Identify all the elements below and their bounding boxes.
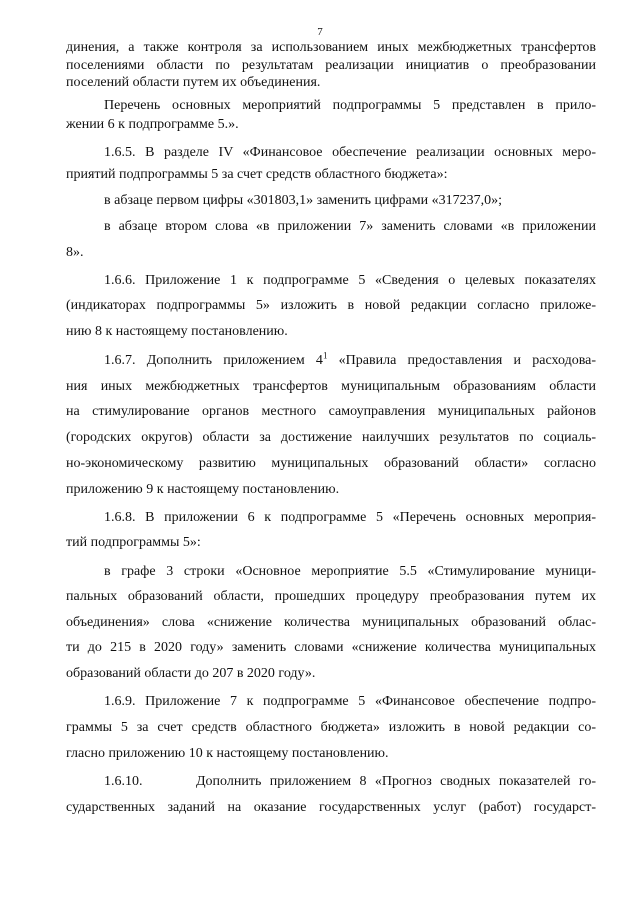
text-line: тий подпрограммы 5»: <box>66 535 201 550</box>
text-line: (индикаторах подпрограммы 5» изложить в новой редакции согласно приложе- <box>66 298 596 313</box>
page-number: 7 <box>317 26 323 38</box>
text-line <box>104 350 596 369</box>
text-line: Дополнить приложением 8 «Прогноз сводных показателей го- <box>196 774 596 789</box>
text-line: (городских округов) области за достижение наилучших результатов по социаль- <box>66 430 596 445</box>
text-line: ния иных межбюджетных трансфертов муниципальным образованиям области <box>66 379 596 394</box>
text-line: 1.6.8. В приложении 6 к подпрограмме 5 «Перечень основных мероприя- <box>104 510 596 525</box>
text-line: образований области до 207 в 2020 году». <box>66 666 316 681</box>
text-line: приятий подпрограммы 5 за счет средств областного бюджета»: <box>66 167 448 182</box>
text-line: нию 8 к настоящему постановлению. <box>66 324 288 339</box>
text-line: 1.6.9. Приложение 7 к подпрограмме 5 «Финансовое обеспечение подпро- <box>104 694 596 709</box>
text-line: 1.6.5. В разделе IV «Финансовое обеспечение реализации основных меро- <box>104 145 596 160</box>
text-line: поселениями области по результатам реализации инициатив о преобразовании <box>66 58 596 73</box>
text-line: динения, а также контроля за использованием иных межбюджетных трансфертов <box>66 40 596 55</box>
text-line: в абзаце втором слова «в приложении 7» заменить словами «в приложении <box>104 219 596 234</box>
text-line-number: 1.6.10. <box>104 774 143 789</box>
text-line: на стимулирование органов местного самоуправления муниципальных районов <box>66 404 596 419</box>
text-line: в графе 3 строки «Основное мероприятие 5.5 «Стимулирование муници- <box>104 564 596 579</box>
text-segment: «Правила предоставления и расходова- <box>327 353 596 368</box>
text-line: поселений области путем их объединения. <box>66 75 321 90</box>
text-line: гласно приложению 10 к настоящему постановлению. <box>66 746 389 761</box>
text-line: но-экономическому развитию муниципальных образований области» согласно <box>66 456 596 471</box>
text-line: пальных образований области, прошедших процедуру преобразования путем их <box>66 589 596 604</box>
text-line: 8». <box>66 245 84 260</box>
text-line: объединения» слова «снижение количества муниципальных образований облас- <box>66 615 596 630</box>
text-segment: 1.6.7. Дополнить приложением 4 <box>104 353 323 368</box>
superscript: 1 <box>322 350 328 361</box>
text-line: сударственных заданий на оказание государственных услуг (работ) государст- <box>66 800 596 815</box>
text-line: 1.6.6. Приложение 1 к подпрограмме 5 «Сведения о целевых показателях <box>104 273 596 288</box>
text-line: приложению 9 к настоящему постановлению. <box>66 482 340 497</box>
text-line: в абзаце первом цифры «301803,1» заменить цифрами «317237,0»; <box>104 193 502 208</box>
text-line: граммы 5 за счет средств областного бюджета» изложить в новой редакции со- <box>66 720 596 735</box>
text-line: Перечень основных мероприятий подпрограммы 5 представлен в прило- <box>104 98 596 113</box>
text-line: жении 6 к подпрограмме 5.». <box>66 117 239 132</box>
text-line: ти до 215 в 2020 году» заменить словами «снижение количества муниципальных <box>66 640 596 655</box>
